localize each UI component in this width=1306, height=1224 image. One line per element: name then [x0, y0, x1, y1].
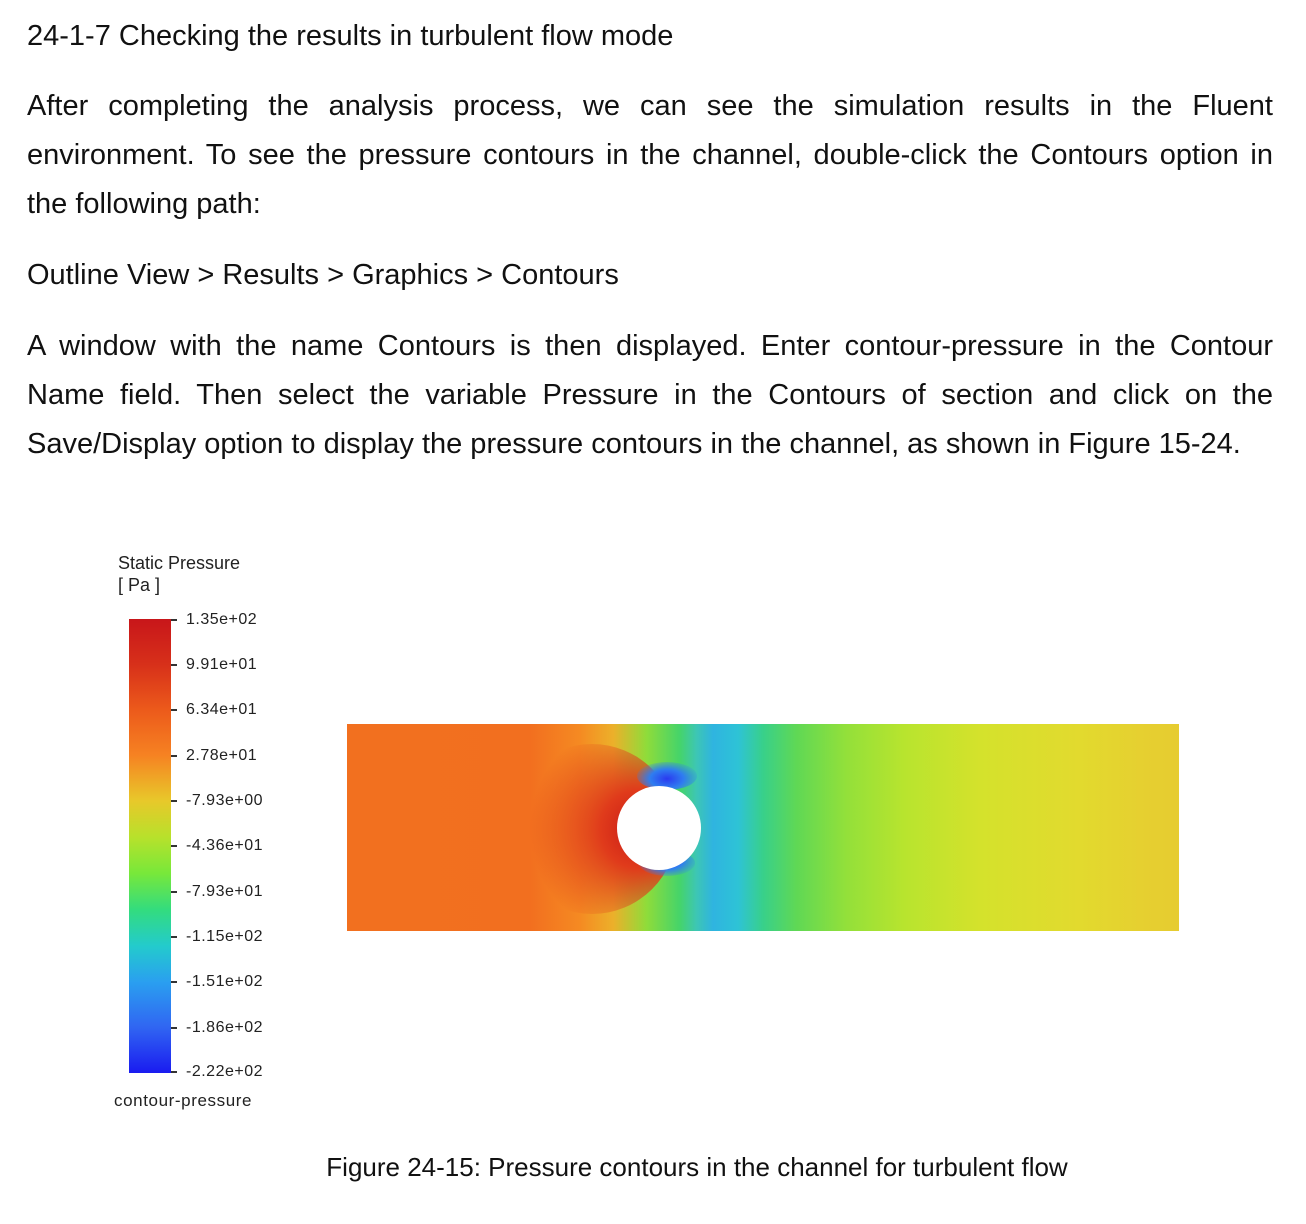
tick-mark: [171, 709, 177, 711]
tick-mark: [171, 1027, 177, 1029]
tick-label: -4.36e+01: [186, 837, 264, 854]
tick-mark: [171, 891, 177, 893]
tick-label: -7.93e+01: [186, 883, 264, 900]
channel-contour-plot: [347, 724, 1179, 931]
tick-mark: [171, 619, 177, 621]
figure-caption: Figure 24-15: Pressure contours in the channel for turbulent flow: [326, 1152, 1068, 1182]
tick-label: 6.34e+01: [186, 701, 258, 718]
tick-label: 9.91e+01: [186, 656, 258, 673]
cylinder-obstacle: [617, 786, 701, 870]
tick-mark: [171, 936, 177, 938]
tick-label: -1.86e+02: [186, 1019, 264, 1036]
tick-mark: [171, 800, 177, 802]
color-bar: [129, 619, 171, 1073]
tick-label: -1.51e+02: [186, 973, 264, 990]
tick-label: -7.93e+00: [186, 792, 264, 809]
paragraph-path: Outline View > Results > Graphics > Contours: [27, 259, 619, 291]
contour-name-label: contour-pressure: [114, 1091, 253, 1110]
tick-mark: [171, 664, 177, 666]
tick-label-min: -2.22e+02: [186, 1063, 264, 1080]
paragraph-intro: After completing the analysis process, we can see the simulation results in the Fluent environment. To see the pressure contours in the channel, double-click the Contours option in the following path:: [27, 90, 1273, 220]
tick-mark: [171, 755, 177, 757]
tick-label: 2.78e+01: [186, 747, 258, 764]
tick-mark: [171, 845, 177, 847]
legend-title-unit: [ Pa ]: [118, 575, 161, 595]
section-heading: 24-1-7 Checking the results in turbulent flow mode: [27, 20, 674, 52]
pressure-contour-figure: [0, 540, 1306, 1110]
legend-title: [118, 552, 240, 596]
tick-mark: [171, 1071, 177, 1073]
tick-mark: [171, 981, 177, 983]
legend-title-quantity: Static Pressure: [118, 553, 241, 573]
paragraph-instructions: A window with the name Contours is then displayed. Enter contour-pressure in the Contour Name field. Then select the variable Pressure in the Contours of section and click on the Save/Display option to display the pressure contours in the channel, as shown in Figure 15-24.: [27, 330, 1273, 460]
tick-label-max: 1.35e+02: [186, 611, 258, 628]
tick-label: -1.15e+02: [186, 928, 264, 945]
